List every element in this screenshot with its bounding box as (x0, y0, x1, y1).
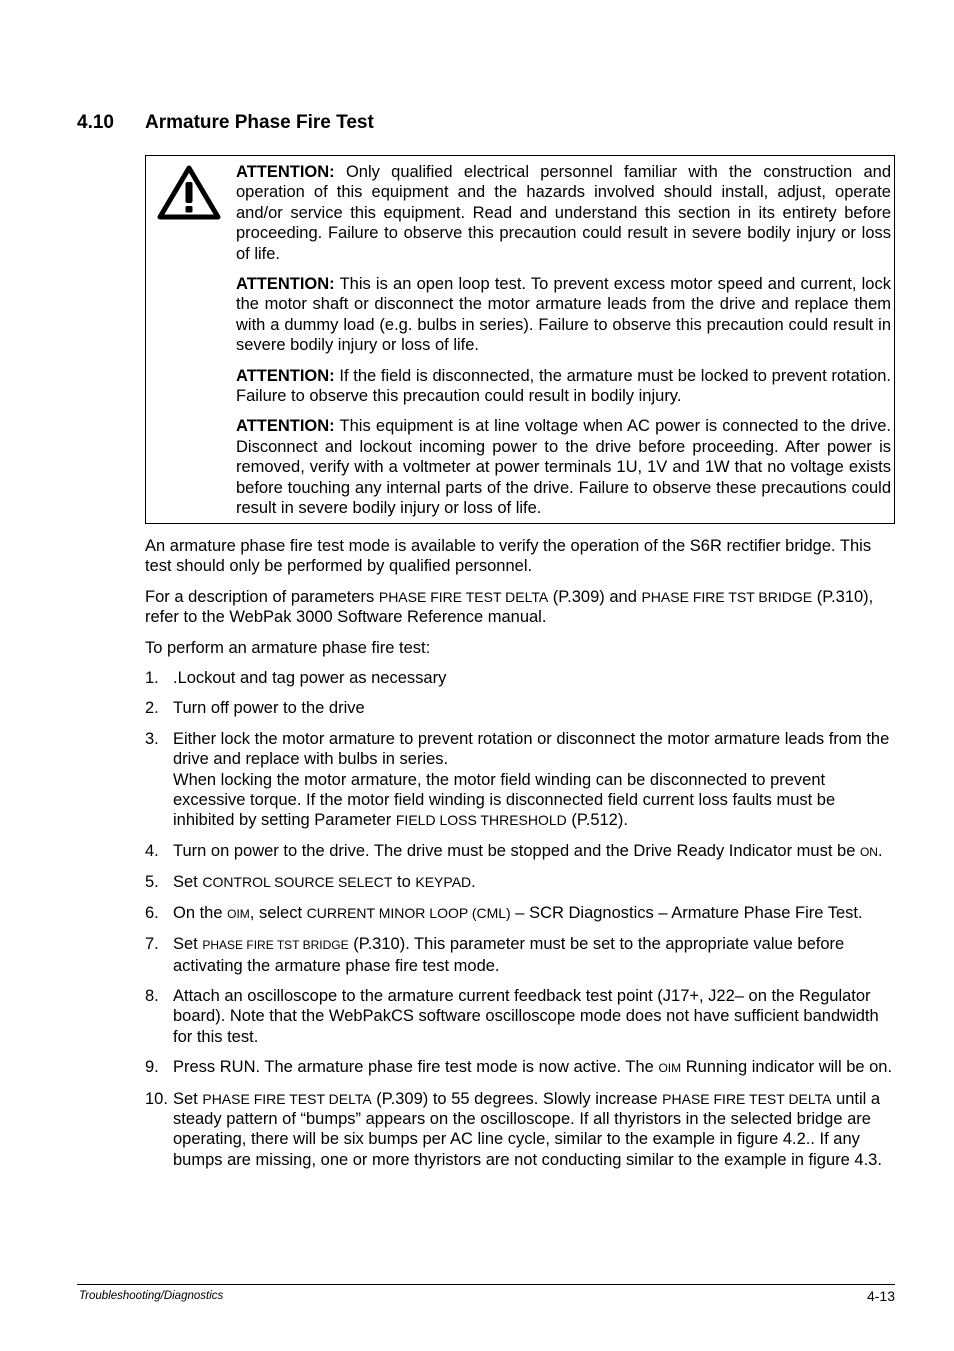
section-heading (77, 112, 374, 134)
oim-abbrev: OIM (227, 906, 250, 921)
list-item (145, 1089, 895, 1171)
step-text: to (392, 873, 416, 892)
step-text: (P.310). This parameter must be set to the appropriate value before activating the armature phase fire test mode. (173, 935, 845, 975)
attention-label: ATTENTION: (236, 366, 335, 385)
procedure-steps (145, 668, 895, 1170)
parameter-name: PHASE FIRE TEST DELTA (202, 1090, 372, 1107)
step-number: 6. (145, 903, 159, 922)
step-number: 8. (145, 986, 159, 1005)
attention-label: ATTENTION: (236, 417, 335, 436)
attention-body: This is an open loop test. To prevent excess motor speed and current, lock the motor shaft or disconnect the motor armature leads from the drive and replace them with a dummy load (e.g. bulbs in series). Failure to observe this precaution could result in severe bodily injury or loss of life. (236, 275, 891, 355)
list-item (145, 872, 895, 892)
step-text: until a steady pattern of “bumps” appears on the oscilloscope. If all thyristors in the selected bridge are operating, there will be six bumps per AC line cycle, similar to the example in figure 4.2.. If any bumps are missing, one or more thyristors are not conducting similar to the example in figure 4.3. (173, 1089, 882, 1169)
step-text: – SCR Diagnostics – Armature Phase Fire Test. (510, 903, 863, 922)
list-item (145, 986, 895, 1047)
list-item (145, 903, 895, 924)
attention-body: Only qualified electrical personnel familiar with the construction and operation of this equipment and the hazards involved should install, adjust, operate and/or service this equipment. Read and understand this section in its entirety before proceeding. Failure to observe this precaution could result in severe bodily injury or loss of life. (236, 163, 891, 263)
step-text: Attach an oscilloscope to the armature current feedback test point (J17+, J22– on the Regulator board). Note that the WebPakCS software oscilloscope mode does not have sufficient bandwidth for this test. (173, 986, 879, 1046)
attention-body: If the field is disconnected, the armature must be locked to prevent rotation. Failure to observe this precaution could result in bodily injury. (236, 366, 891, 406)
step-number: 7. (145, 935, 159, 954)
list-item (145, 698, 895, 718)
body-text (145, 536, 895, 1180)
step-text: Press RUN. The armature phase fire test mode is now active. The (173, 1058, 659, 1077)
section-title: Armature Phase Fire Test (145, 112, 374, 133)
step-text: Running indicator will be on. (681, 1058, 893, 1077)
oim-abbrev: OIM (658, 1061, 682, 1076)
step-number: 3. (145, 729, 159, 748)
parameters-paragraph (145, 587, 895, 628)
step-number: 5. (145, 873, 159, 892)
text-run: For a description of parameters (145, 587, 379, 606)
step-text: Set (173, 873, 203, 892)
list-item (145, 1057, 895, 1078)
step-text: .Lockout and tag power as necessary (173, 669, 447, 688)
section-number: 4.10 (77, 112, 114, 133)
attention-paragraph (236, 366, 891, 407)
indicator-state: ON (859, 844, 878, 859)
list-item (145, 729, 895, 831)
attention-body: This equipment is at line voltage when AC power is connected to the drive. Disconnect and lockout incoming power to the drive before proceeding. After power is removed, verify with a voltmeter at power terminals 1U, 1V and 1W that no voltage exists before touching any internal parts of the drive. Failure to observe these precautions could result in severe bodily injury or loss of life. (236, 417, 891, 518)
text-run: (P.310), refer to the WebPak 3000 Software Reference manual. (145, 587, 874, 627)
attention-label: ATTENTION: (236, 275, 335, 294)
step-text: (P.512). (566, 811, 628, 830)
step-text: When locking the motor armature, the motor field winding can be disconnected to prevent excessive torque. If the motor field winding is disconnected field current loss faults must be inhibited by setting Parameter (173, 770, 836, 830)
parameter-name: PHASE FIRE TEST DELTA (378, 588, 549, 605)
step-number: 10. (145, 1089, 168, 1108)
step-text: Set (173, 935, 203, 954)
step-text: Either lock the motor armature to prevent rotation or disconnect the motor armature leads from the drive and replace with bulbs in series. (173, 729, 890, 769)
footer-divider (77, 1284, 895, 1285)
parameter-name: PHASE FIRE TEST DELTA (662, 1090, 832, 1107)
list-item (145, 668, 895, 688)
attention-text (236, 162, 891, 529)
text-run: (P.309) and (548, 587, 642, 606)
step-text: (P.309) to 55 degrees. Slowly increase (371, 1089, 663, 1108)
step-text: Turn on power to the drive. The drive must be stopped and the Drive Ready Indicator must be (173, 841, 860, 860)
attention-paragraph (236, 416, 891, 518)
step-number: 9. (145, 1058, 159, 1077)
parameter-name: FIELD LOSS THRESHOLD (395, 812, 567, 829)
step-text: Set (173, 1089, 203, 1108)
parameter-name: PHASE FIRE TST BRIDGE (641, 588, 813, 605)
step-text: On the (173, 903, 228, 922)
attention-label: ATTENTION: (236, 163, 335, 181)
attention-paragraph (236, 274, 891, 356)
attention-paragraph (236, 162, 891, 264)
list-item (145, 934, 895, 976)
step-text: . (471, 873, 476, 892)
intro-paragraph: An armature phase fire test mode is available to verify the operation of the S6R rectifier bridge. This test should only be performed by qualified personnel. (145, 537, 872, 576)
step-text: , select (249, 903, 307, 922)
parameter-name: CONTROL SOURCE SELECT (202, 874, 393, 891)
parameter-value: KEYPAD (415, 874, 472, 891)
step-text: . (877, 841, 883, 860)
step-number: 2. (145, 699, 159, 718)
step-number: 4. (145, 841, 159, 860)
list-item (145, 841, 895, 862)
menu-name: CURRENT MINOR LOOP (CML) (306, 904, 511, 921)
parameter-name: PHASE FIRE TST BRIDGE (202, 938, 349, 953)
step-text: Turn off power to the drive (173, 699, 365, 718)
warning-triangle-icon (157, 164, 221, 220)
attention-box (145, 155, 895, 524)
procedure-lead-in: To perform an armature phase fire test: (145, 638, 431, 657)
step-number: 1. (145, 669, 159, 688)
footer-chapter-title: Troubleshooting/Diagnostics (79, 1290, 224, 1302)
page-number: 4-13 (866, 1288, 895, 1304)
